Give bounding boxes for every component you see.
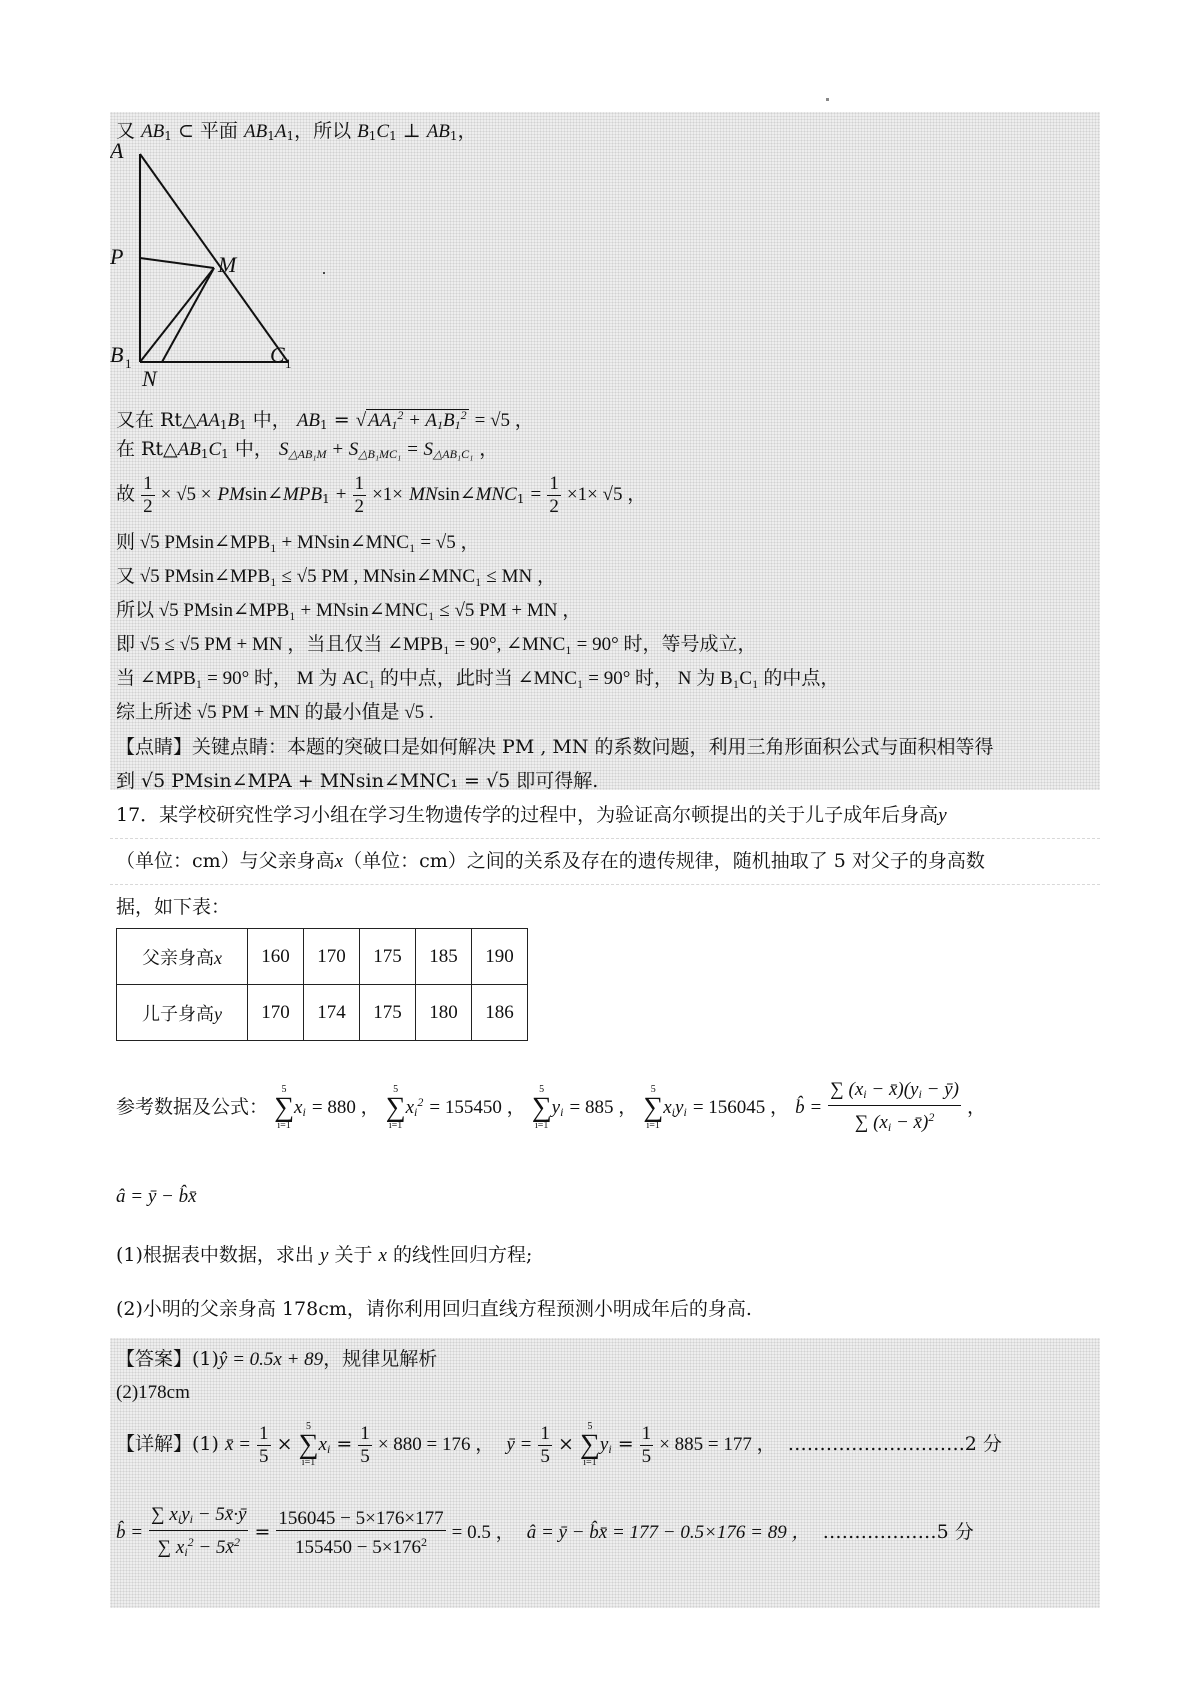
label-n: N [142, 366, 157, 390]
reference-formulas: 参考数据及公式： 5 ∑ i=1 $x_i = 880$ ， 5 ∑ i=1 $x_i^2 = 155450$ ， 5 ∑ i=1 $y_i = 885$ ， 5 ∑ i=1 $x_iy_i = 156045$ ， b̂ = $\frac{\sum (x_i - x̄)(y_i - ȳ)}{\sum (x_i - x̄)^2}$ ， [116, 1078, 986, 1134]
key-point-line-2: 到 √5 PMsin∠MPA + MNsin∠MNC₁ = √5 即可得解. [116, 770, 599, 792]
solution-line-4: 故 $\frac{1}{2}$ × $√5 \times PMsin\angle MPB_1$ + $\frac{1}{2}$ $\times 1\times MNsin\angle MNC_1$ = $\frac{1}{2}$ ×1× √5 ， [116, 472, 647, 517]
question-1: (1)根据表中数据，求出 y 关于 x 的线性回归方程; [116, 1244, 533, 1266]
table-cell: 190 [472, 929, 528, 985]
table-cell: 174 [304, 985, 360, 1041]
key-point-line-1: 【点睛】关键点睛：本题的突破口是如何解决 PM , MN 的系数问题，利用三角形面积公式与面积相等得 [116, 736, 994, 758]
table-cell: 185 [416, 929, 472, 985]
solution-line-5: 则 √5 PMsin∠MPB₁ + MNsin∠MNC₁ = √5 ， [116, 532, 480, 553]
table-row-son [117, 985, 528, 1041]
row-label-son: 儿子身高y [117, 985, 248, 1041]
label-m: M [218, 252, 237, 277]
answer-line-1: 【答案】(1)ŷ = 0.5x + 89，规律见解析 [116, 1348, 438, 1370]
label-c1: C [270, 342, 285, 367]
solution-line-9: 当 ∠MPB₁ = 90° 时， M 为 AC₁ 的中点，此时当 ∠MNC₁ = 90° 时， N 为 B₁C₁ 的中点， [116, 668, 840, 689]
label-c1-sub: 1 [285, 356, 292, 371]
solution-line-3: 在 $Rt\triangle AB_1C_1$ 中， $S_{\triangle AB_1M} + S_{\triangle B_1MC_1} = S_{\triangle AB_1C_1}$ ， [116, 438, 499, 461]
problem17-line-3: 据，如下表： [116, 896, 231, 918]
problem17-line-1: 17．某学校研究性学习小组在学习生物遗传学的过程中，为验证高尔顿提出的关于儿子成年后身高y [116, 804, 947, 826]
dotted-rule-2 [110, 884, 1100, 885]
a-hat-formula: â = ȳ − b̂x̄ [116, 1186, 197, 1207]
solution-line-7: 所以 √5 PMsin∠MPB₁ + MNsin∠MNC₁ ≤ √5 PM + MN ， [116, 600, 582, 621]
detail-line-2: b̂ = $\frac{\sum x_iy_i - 5x̄\cdot ȳ}{\sum x_i^2 - 5x̄^2}$ = $\frac{156045 - 5\times 176\times 177}{155450 - 5\times 176^2}$ = 0.5 ， â = ȳ − b̂x̄ = 177 − 0.5×176 = 89 ， ………………5 分 [116, 1503, 974, 1559]
top-mark [826, 98, 829, 101]
label-b1: B [110, 342, 124, 367]
solution-line-6: 又 √5 PMsin∠MPB₁ ≤ √5 PM , MNsin∠MNC₁ ≤ MN ， [116, 566, 556, 587]
segment-nm [162, 268, 214, 362]
row-label-father: 父亲身高x [117, 929, 248, 985]
height-data-table [116, 928, 528, 1041]
label-a: A [110, 140, 124, 163]
edge-a-c1 [140, 154, 288, 362]
solution-line-8: 即 √5 ≤ √5 PM + MN ，当且仅当 ∠MPB₁ = 90°, ∠MNC₁ = 90° 时，等号成立， [116, 634, 757, 655]
label-p: P [110, 244, 124, 269]
problem17-line-2: （单位：cm）与父亲身高x（单位：cm）之间的关系及存在的遗传规律，随机抽取了 5 对父子的身高数 [116, 850, 985, 872]
table-cell: 180 [416, 985, 472, 1041]
question-2: (2)小明的父亲身高 178cm，请你利用回归直线方程预测小明成年后的身高. [116, 1298, 752, 1320]
solution-line-2: 又在 $Rt\triangle AA_1B_1$ 中， $AB_1$ = √ $AA_1^2 + A_1B_1^2 = √5$ ， [116, 408, 534, 432]
figure-dot [323, 272, 325, 274]
segment-pm [140, 258, 214, 268]
detail-line-1: 【详解】(1) x̄ = $\frac{1}{5}$ × 5 ∑ i=1 $x_i$ = $\frac{1}{5}$ × 880 = 176 ， ȳ = $\frac{1}{5}$ × 5 ∑ i=1 $y_i$ = $\frac{1}{5}$ × 885 = 177 ， ……………………….2 分 [116, 1421, 1002, 1468]
solution-line-1: 又 $AB_1$ ⊂ 平面 $AB_1A_1$，所以 $B_1C_1$ ⊥ $AB_1$， [116, 120, 477, 143]
triangle-figure [110, 140, 330, 390]
table-cell: 160 [248, 929, 304, 985]
table-cell: 175 [360, 929, 416, 985]
table-cell: 175 [360, 985, 416, 1041]
dotted-rule-1 [110, 838, 1100, 839]
table-row-father [117, 929, 528, 985]
answer-line-2: (2)178cm [116, 1382, 190, 1403]
table-cell: 170 [248, 985, 304, 1041]
table-cell: 170 [304, 929, 360, 985]
segment-b1m [140, 268, 214, 362]
table-cell: 186 [472, 985, 528, 1041]
label-b1-sub: 1 [125, 356, 132, 371]
solution-line-10: 综上所述 √5 PM + MN 的最小值是 √5 . [116, 702, 434, 723]
